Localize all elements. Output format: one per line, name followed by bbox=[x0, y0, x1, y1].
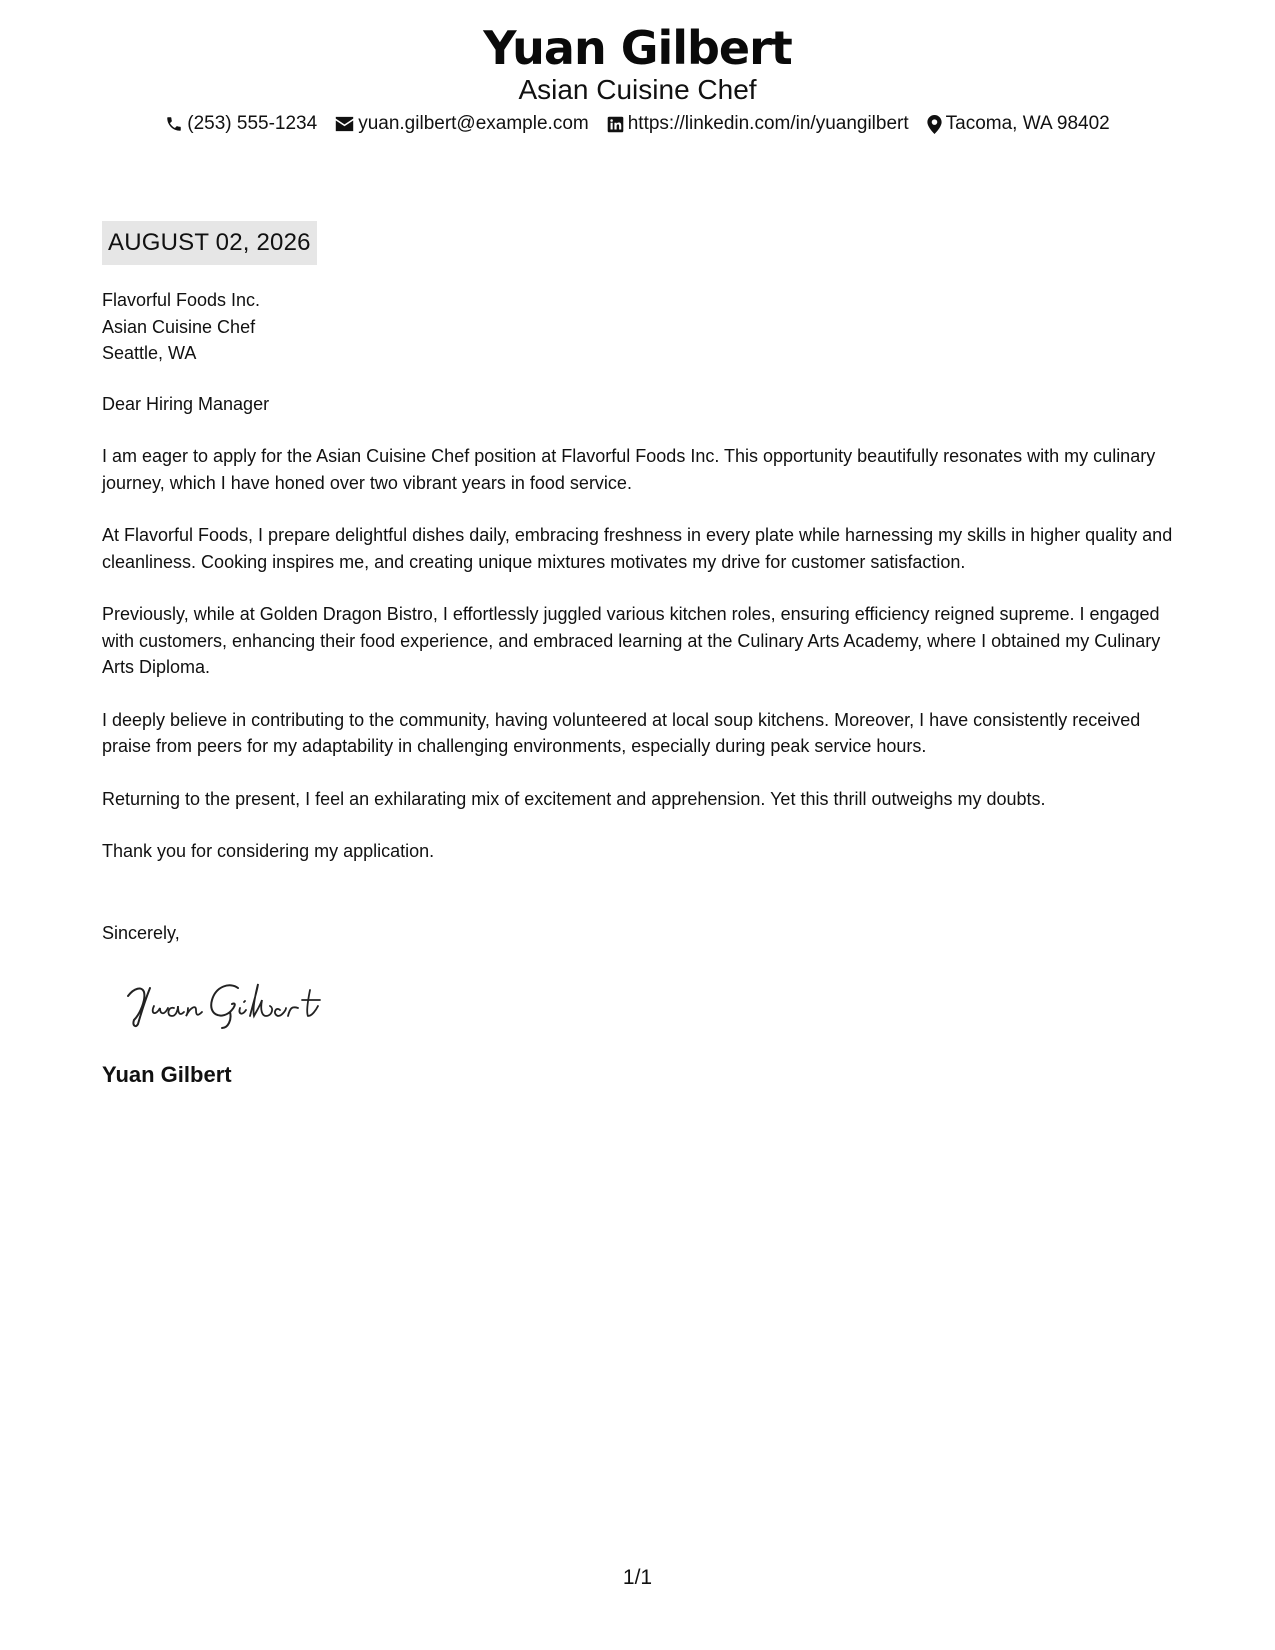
paragraph: I am eager to apply for the Asian Cuisine Chef position at Flavorful Foods Inc. This opportunity beautifully resonates with my culinary journey, which I have honed over two vibrant years in food service. bbox=[102, 446, 1156, 493]
contact-location bbox=[927, 112, 1110, 136]
phone-icon bbox=[165, 115, 183, 133]
recipient-block bbox=[102, 287, 1182, 367]
email-text[interactable]: yuan.gilbert@example.com bbox=[358, 113, 589, 134]
page-number: 1/1 bbox=[622, 1566, 653, 1589]
contact-phone bbox=[165, 112, 317, 136]
recipient-company: Flavorful Foods Inc. bbox=[102, 290, 261, 310]
signature-image bbox=[120, 970, 350, 1030]
linkedin-icon bbox=[607, 116, 624, 133]
map-pin-icon bbox=[927, 115, 942, 134]
envelope-icon bbox=[335, 116, 354, 132]
paragraph: Thank you for considering my application. bbox=[102, 841, 435, 861]
paragraph: I deeply believe in contributing to the community, having volunteered at local soup kitchens. Moreover, I have consistently received praise from peers for my adaptability in challenging environments, especially during peak service hours. bbox=[102, 709, 1141, 756]
linkedin-text[interactable]: https://linkedin.com/in/yuangilbert bbox=[627, 113, 909, 134]
location-text: Tacoma, WA 98402 bbox=[945, 113, 1110, 134]
contact-email[interactable] bbox=[335, 112, 589, 136]
letter-header bbox=[0, 22, 1275, 136]
paragraph: Returning to the present, I feel an exhilarating mix of excitement and apprehension. Yet this thrill outweighs my doubts. bbox=[102, 788, 1046, 809]
signer-name: Yuan Gilbert bbox=[102, 1062, 232, 1087]
closing: Sincerely, bbox=[102, 923, 180, 943]
contact-bar bbox=[0, 112, 1275, 136]
applicant-title: Asian Cuisine Chef bbox=[518, 74, 757, 105]
letter-date: AUGUST 02, 2026 bbox=[102, 221, 317, 265]
greeting: Dear Hiring Manager bbox=[102, 393, 270, 414]
letter-body bbox=[102, 287, 1182, 865]
applicant-name: Yuan Gilbert bbox=[483, 21, 792, 75]
paragraph: At Flavorful Foods, I prepare delightful dishes daily, embracing freshness in every plate while harnessing my skills in higher quality and cleanliness. Cooking inspires me, and creating unique mixtures motivates my drive for customer satisfaction. bbox=[102, 525, 1173, 572]
contact-linkedin[interactable] bbox=[607, 112, 909, 136]
recipient-location: Seattle, WA bbox=[102, 343, 197, 363]
recipient-position: Asian Cuisine Chef bbox=[102, 316, 256, 337]
phone-text: (253) 555-1234 bbox=[187, 113, 318, 134]
paragraph: Previously, while at Golden Dragon Bistro, I effortlessly juggled various kitchen roles, ensuring efficiency reigned supreme. I engaged with customers, enhancing their food experience, and embraced learning at the Culinary Arts Academy, where I obtained my Culinary Arts Diploma. bbox=[102, 604, 1161, 677]
